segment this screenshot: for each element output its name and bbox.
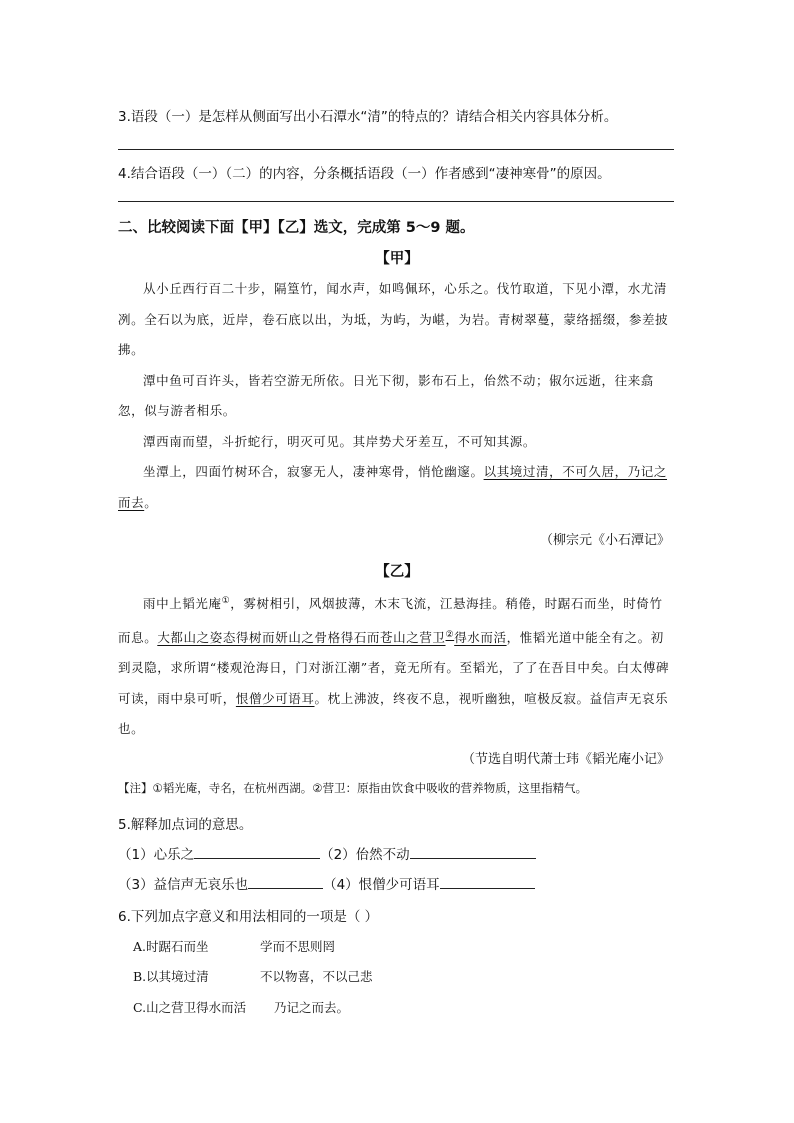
yi-passage [118, 586, 674, 745]
q6-option-a-left: A.时踞石而坐 [133, 939, 209, 954]
jia-paragraph-1: 从小丘西行百二十步，隔篁竹，闻水声，如鸣佩环，心乐之。伐竹取道，下见小潭，水尤清冽。全石以为底，近岸，卷石底以出，为坻，为屿，为嵁，为岩。青树翠蔓，蒙络摇缀，参差披拂。 [118, 281, 669, 357]
jia-paragraph-4 [118, 457, 674, 518]
q5-item-3: （3）益信声无哀乐也 [118, 877, 249, 893]
yi-text-2: ，雾树相引，风烟披薄，木末飞流，江悬海挂。稍倦，时踞石而坐，时倚竹而息。 [118, 596, 663, 645]
jia-underlined-sentence: 以其境过清，不可久居，乃记之而去 [118, 464, 668, 510]
jia-paragraph-2: 潭中鱼可百许头，皆若空游无所依。日光下彻，影布石上，佁然不动；俶尔远逝，往来翕忽，似与游者相乐。 [118, 372, 654, 418]
yi-paragraph [118, 586, 674, 745]
jia-paragraph-4-text: 坐潭上，四面竹树环合，寂寥无人，凄神寒骨，悄怆幽邃。 [143, 464, 484, 479]
q6-option-b-right: 不以物喜，不以己悲 [260, 969, 373, 984]
question-5: 5.解释加点词的意思。 [118, 817, 253, 833]
jia-source: （柳宗元《小石潭记》 [539, 533, 670, 548]
q6-option-b-left: B.以其境过清 [133, 969, 209, 984]
q6-option-c-right: 乃记之而去。 [274, 1000, 350, 1015]
q6-option-a-right: 学而不思则罔 [260, 939, 336, 954]
yi-underlined-sentence-1: 大都山之姿态得树而妍山之骨格得石而苍山之营卫 [157, 629, 446, 645]
q5-blank-2[interactable] [410, 845, 536, 859]
q5-item-2: （2）佁然不动 [320, 847, 410, 863]
jia-paragraph-3: 潭西南而望，斗折蛇行，明灭可见。其岸势犬牙差互，不可知其源。 [143, 433, 537, 449]
jia-passage [118, 274, 674, 518]
section-2-title: 二、比较阅读下面【甲】【乙】选文，完成第 5～9 题。 [118, 220, 475, 236]
q5-item-1: （1）心乐之 [118, 847, 195, 863]
yi-underlined-sentence-1-end: 得水而活 [454, 629, 507, 645]
answer-line-3 [118, 149, 674, 150]
answer-line-4 [118, 201, 674, 202]
yi-underlined-sentence-2: 恨僧少可语耳 [235, 690, 315, 706]
question-3: 3.语段（一）是怎样从侧面写出小石潭水“清”的特点的？请结合相关内容具体分析。 [118, 109, 618, 125]
q5-blank-4[interactable] [440, 875, 535, 889]
q6-option-a [133, 937, 336, 955]
q5-blank-1[interactable] [194, 845, 320, 859]
footnote-marker-1: ① [221, 596, 231, 606]
question-4: 4.结合语段（一）（二）的内容，分条概括语段（一）作者感到“凄神寒骨”的原因。 [118, 166, 611, 182]
q5-row-1 [118, 843, 536, 863]
q6-option-c-left: C.山之营卫得水而活 [133, 1000, 247, 1015]
jia-paragraph-4-end: 。 [144, 494, 158, 510]
q5-blank-3[interactable] [248, 875, 323, 889]
footnote-marker-2: ② [445, 629, 455, 640]
yi-text-4: 。枕上沸波，终夜不息，视听幽独，喧极反寂。益信声无哀乐也。 [118, 690, 669, 737]
q6-option-c [133, 998, 350, 1016]
yi-text-3: ，惟韬光道中能全有之。初到灵隐，求所谓“楼观沧海日，门对浙江潮”者，竟无所有。至韬光，了了在吾目中矣。白太傅碑可读，雨中泉可听， [118, 629, 670, 706]
footnote: 【注】①韬光庵，寺名，在杭州西湖。②营卫：原指由饮食中吸收的营养物质，这里指精气。 [118, 781, 588, 795]
q5-row-2 [118, 873, 535, 893]
yi-label: 【乙】 [375, 564, 419, 580]
jia-label: 【甲】 [375, 251, 419, 267]
yi-source: （节选自明代萧士玮《韬光庵小记》 [461, 752, 670, 767]
q6-option-b [133, 967, 373, 985]
yi-text-1: 雨中上韬光庵 [143, 596, 222, 612]
question-6: 6.下列加点字意义和用法相同的一项是（ ） [118, 909, 379, 925]
q5-item-4: （4）恨僧少可语耳 [323, 877, 440, 893]
